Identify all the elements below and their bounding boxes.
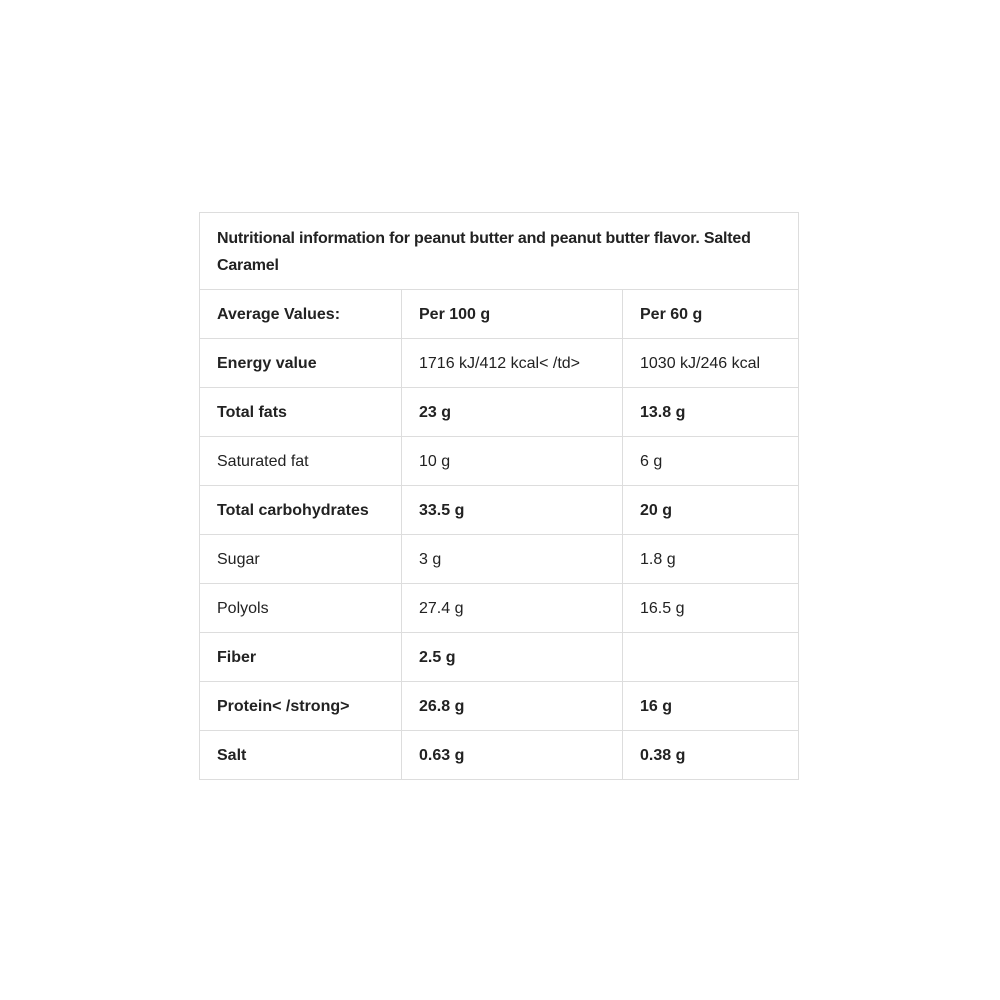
table-row — [200, 437, 799, 486]
per-100g-value: 33.5 g — [402, 486, 623, 535]
per-100g-value: 10 g — [402, 437, 623, 486]
row-label: Total fats — [200, 388, 402, 437]
row-label: Sugar — [200, 535, 402, 584]
table-row — [200, 633, 799, 682]
per-60g-value: 16 g — [623, 682, 799, 731]
per-100g-header: Per 100 g — [402, 290, 623, 339]
per-60g-value: 20 g — [623, 486, 799, 535]
per-60g-value: 16.5 g — [623, 584, 799, 633]
row-label: Protein< /strong> — [200, 682, 402, 731]
table-row — [200, 682, 799, 731]
per-60g-value: 1.8 g — [623, 535, 799, 584]
per-60g-header: Per 60 g — [623, 290, 799, 339]
per-100g-value: 27.4 g — [402, 584, 623, 633]
per-100g-value: 3 g — [402, 535, 623, 584]
table-row — [200, 339, 799, 388]
row-label: Salt — [200, 731, 402, 780]
table-row — [200, 535, 799, 584]
table-title-row — [200, 213, 799, 290]
row-label: Average Values: — [200, 290, 402, 339]
per-100g-value: 1716 kJ/412 kcal< /td> — [402, 339, 623, 388]
per-60g-value: 13.8 g — [623, 388, 799, 437]
per-60g-value: 6 g — [623, 437, 799, 486]
table-row — [200, 290, 799, 339]
table-row — [200, 584, 799, 633]
row-label: Polyols — [200, 584, 402, 633]
per-100g-value: 26.8 g — [402, 682, 623, 731]
per-60g-value — [623, 633, 799, 682]
table-title: Nutritional information for peanut butter and peanut butter flavor. Salted Caramel — [200, 213, 799, 290]
nutrition-table — [199, 212, 799, 780]
per-100g-value: 23 g — [402, 388, 623, 437]
table-row — [200, 388, 799, 437]
table-row — [200, 731, 799, 780]
row-label: Total carbohydrates — [200, 486, 402, 535]
row-label: Saturated fat — [200, 437, 402, 486]
table-row — [200, 486, 799, 535]
per-60g-value: 1030 kJ/246 kcal — [623, 339, 799, 388]
per-60g-value: 0.38 g — [623, 731, 799, 780]
per-100g-value: 0.63 g — [402, 731, 623, 780]
per-100g-value: 2.5 g — [402, 633, 623, 682]
nutrition-table-body — [200, 213, 799, 780]
row-label: Fiber — [200, 633, 402, 682]
row-label: Energy value — [200, 339, 402, 388]
